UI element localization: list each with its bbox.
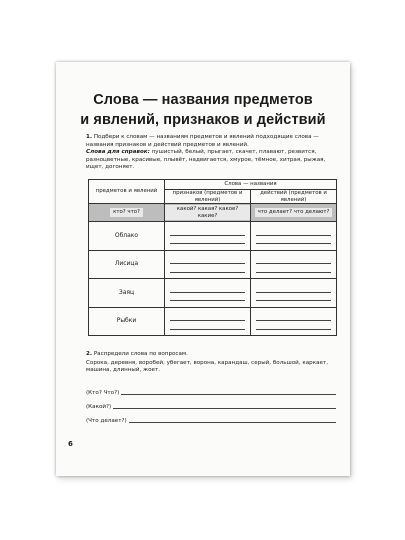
task-2-answers [86, 382, 336, 424]
question-cell-3 [251, 204, 337, 222]
answer-label: (Что делает?) [86, 418, 127, 424]
answer-line[interactable] [129, 416, 336, 423]
answer-row-does-what [86, 410, 336, 424]
answer-cell[interactable] [165, 307, 251, 336]
task-2-number: 2. [86, 351, 93, 357]
task-1-number: 1. [86, 134, 93, 140]
answer-line[interactable] [113, 402, 336, 409]
table-row [89, 222, 337, 251]
question-1: кто? что? [110, 208, 143, 216]
row-word: Заяц [89, 279, 165, 308]
answer-cell[interactable] [251, 307, 337, 336]
table-header: Слова — названия [165, 180, 337, 190]
answer-label: (Какой?) [86, 404, 112, 410]
row-word: Облако [89, 222, 165, 251]
table-row [89, 279, 337, 308]
answer-cell[interactable] [165, 250, 251, 279]
answer-cell[interactable] [165, 279, 251, 308]
col-header-actions: действий (предметов и явлений) [251, 190, 337, 204]
col-header-objects: предметов и явлений [89, 180, 165, 204]
table-row [89, 307, 337, 336]
task-2-header [86, 351, 336, 359]
answer-cell[interactable] [251, 222, 337, 251]
task-1-text: Подбери к словам — названиям предметов и явлений подходящие слова — названия признаков и действий предметов и явлений. [86, 134, 319, 148]
task-1-reference [86, 149, 336, 172]
answer-row-who-what [86, 382, 336, 396]
reference-label: Слова для справок: [86, 149, 150, 156]
answer-row-which [86, 396, 336, 410]
words-table [88, 179, 336, 336]
question-2: какой? какая? какое? какие? [165, 205, 250, 220]
answer-cell[interactable] [165, 222, 251, 251]
page-title [56, 90, 350, 130]
page-number: 6 [68, 440, 73, 448]
question-cell-1 [89, 204, 165, 222]
task-2 [86, 351, 336, 375]
task-2-instruction: Распредели слова по вопросам. [93, 351, 188, 357]
table-row [89, 250, 337, 279]
col-header-attributes: признаков (предметов и явлений) [165, 190, 251, 204]
workbook-page [56, 62, 350, 476]
question-3: что делает? что делают? [255, 208, 333, 216]
row-word: Лисица [89, 250, 165, 279]
task-1 [86, 134, 336, 172]
reference-words: пушистый, белый, прыгает, скачет, плавают, резвится, разноцветные, красивые, плывёт, надвигается, хмурое, тёмное, хитрая, рыжая, ищет, догоняет. [86, 149, 326, 171]
answer-cell[interactable] [251, 279, 337, 308]
title-line-1: Слова — названия предметов [93, 92, 313, 108]
answer-label: (Кто? Что?) [86, 390, 120, 396]
answer-line[interactable] [121, 388, 336, 395]
row-word: Рыбки [89, 307, 165, 336]
title-line-2: и явлений, признаков и действий [80, 112, 326, 128]
question-cell-2 [165, 204, 251, 222]
answer-cell[interactable] [251, 250, 337, 279]
task-1-instructions [86, 134, 336, 149]
task-2-words: Сорока, деревня, воробей, убегает, ворона, карандаш, серый, большой, каркает, машина, длинный, жоет. [86, 359, 328, 374]
